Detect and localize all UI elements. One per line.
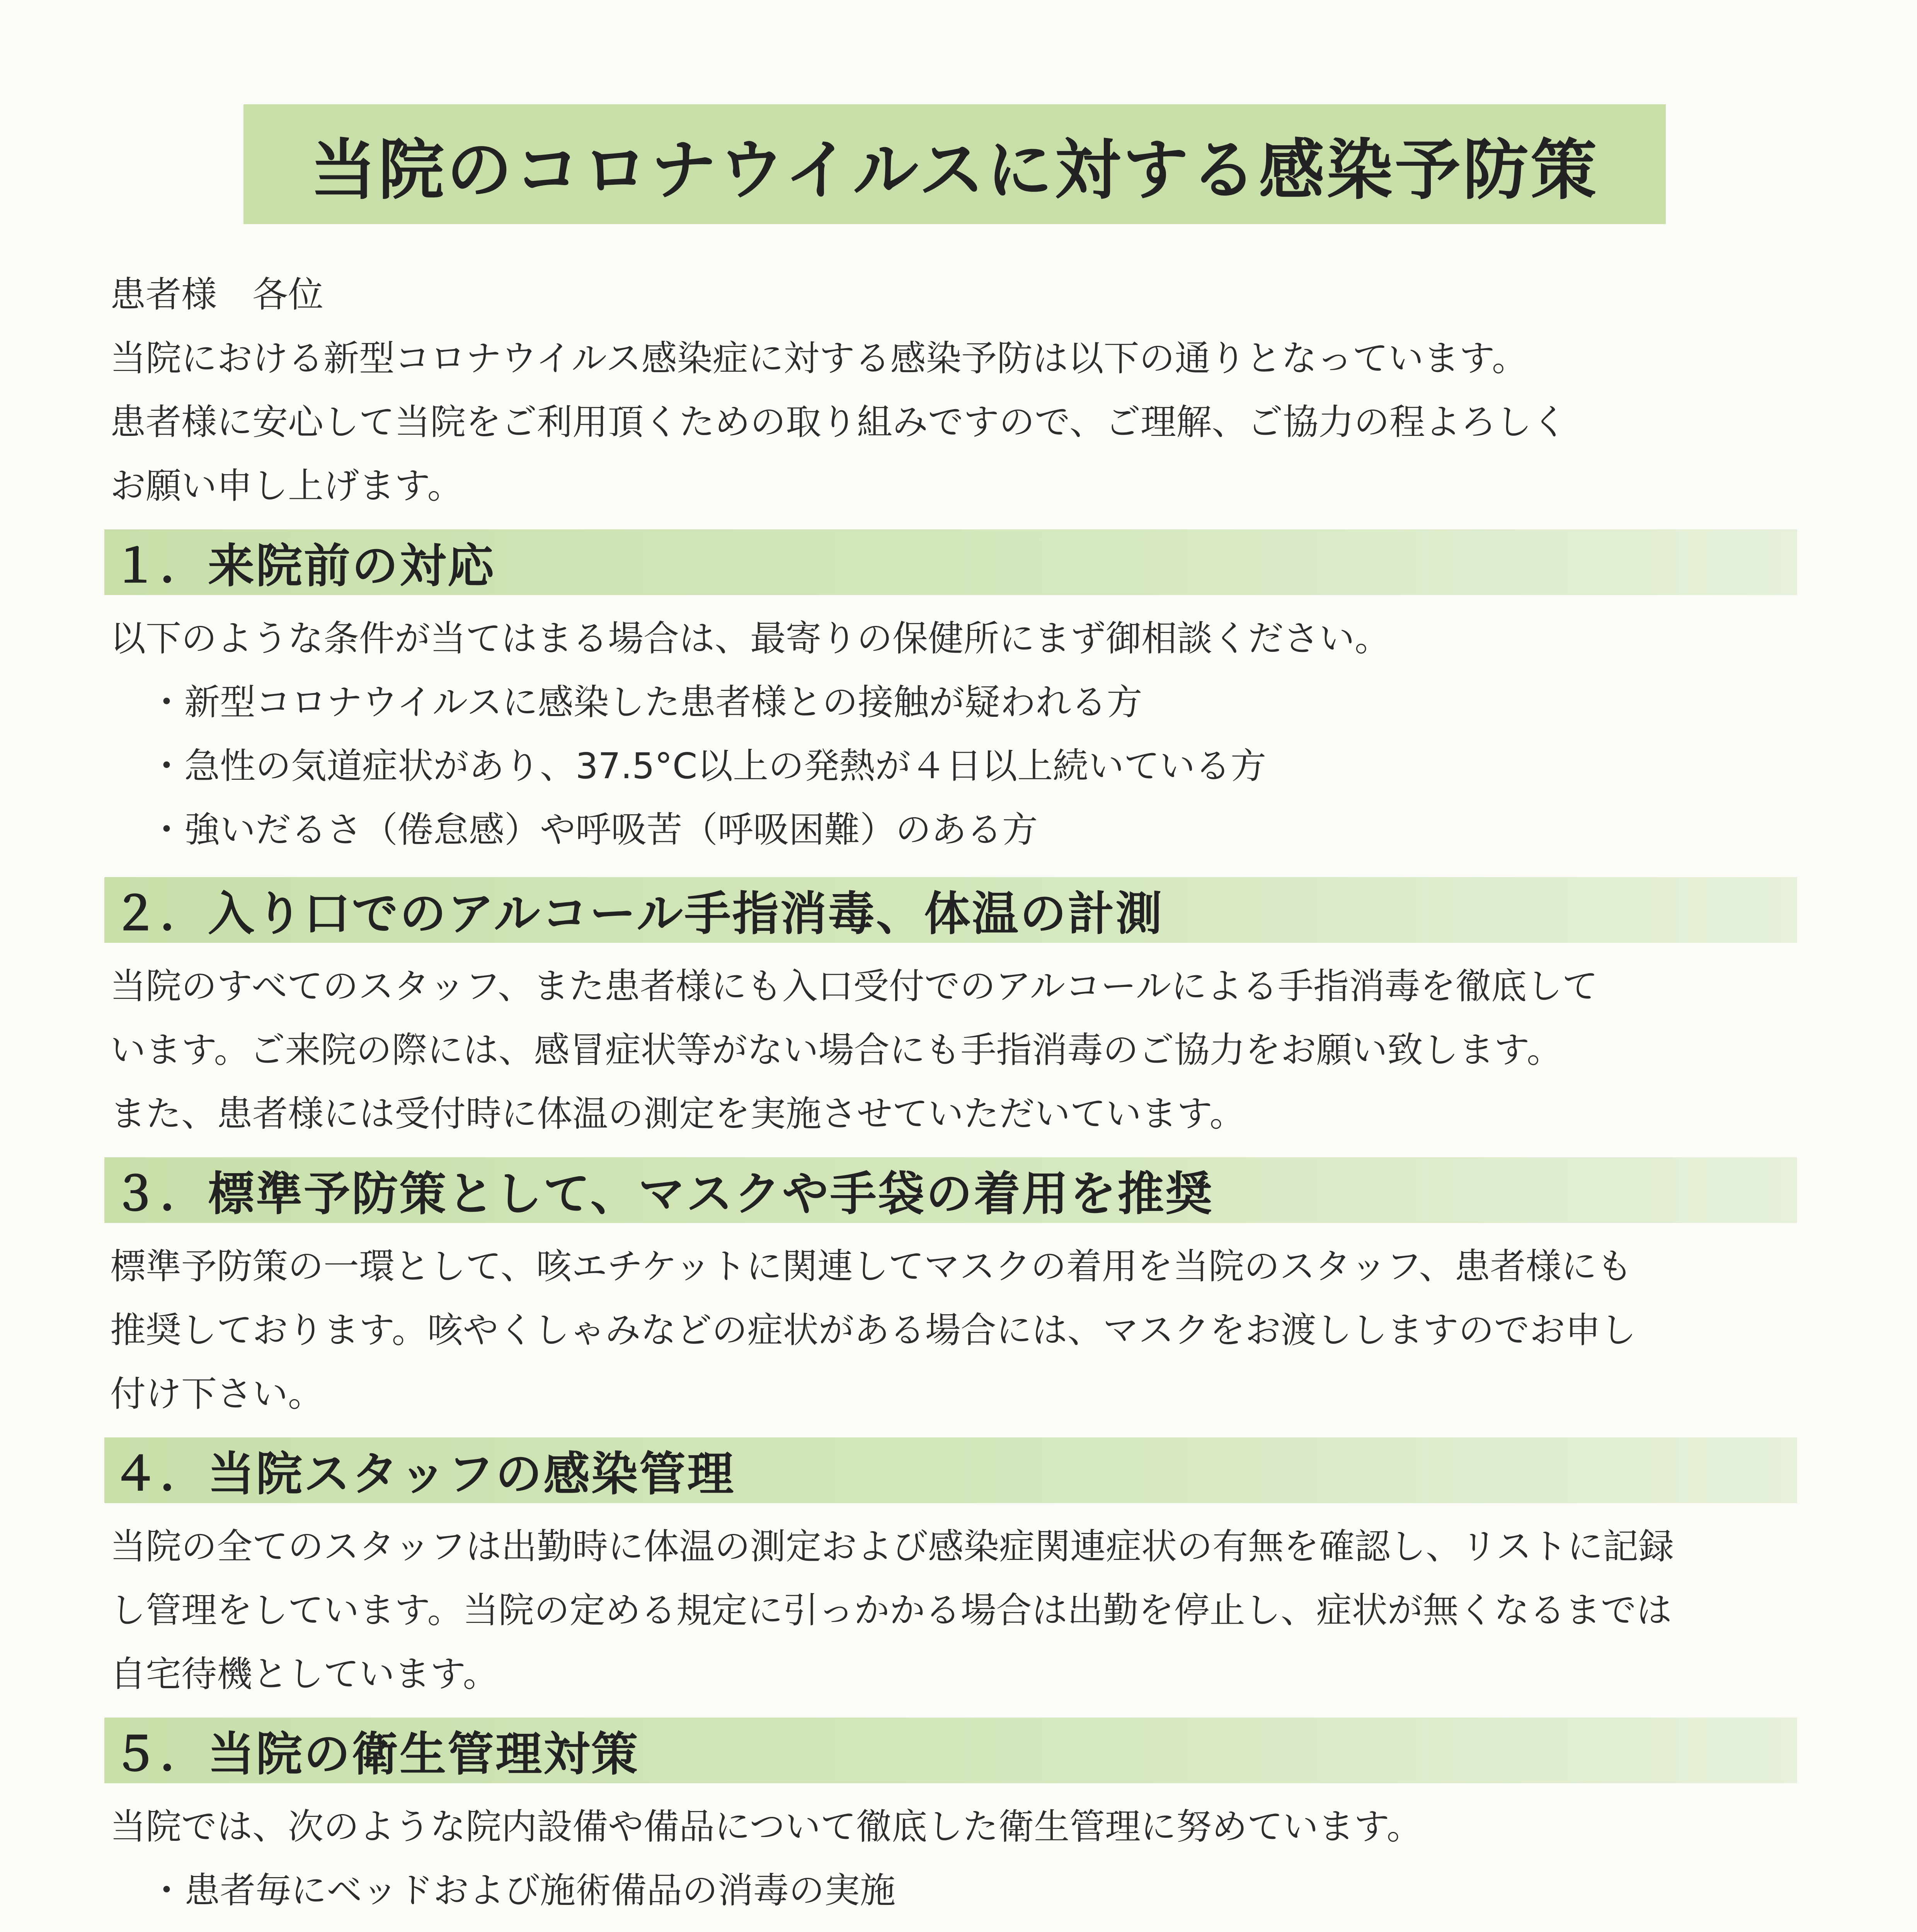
section-5-line: 当院では、次のような院内設備や備品について徹底した衛生管理に努めています。: [110, 1806, 1422, 1847]
section-1-line: 以下のような条件が当てはまる場合は、最寄りの保健所にまず御相談ください。: [110, 618, 1391, 659]
section-4-line: し管理をしています。当院の定める規定に引っかかる場合は出勤を停止し、症状が無くなるまでは: [110, 1590, 1672, 1631]
section-3-line: 付け下さい。: [110, 1373, 324, 1415]
section-2-line: また、患者様には受付時に体温の測定を実施させていただいています。: [110, 1093, 1245, 1134]
intro-line: 患者様に安心して当院をご利用頂くための取り組みですので、ご理解、ご協力の程よろしく: [110, 401, 1568, 443]
section-5-heading-bar: [104, 1718, 1797, 1783]
section-4-body: [110, 1515, 1811, 1706]
intro-block: [110, 263, 1811, 518]
section-3-body: [110, 1235, 1811, 1426]
section-3-line: 推奨しております。咳やくしゃみなどの症状がある場合には、マスクをお渡ししますのでお申し: [110, 1310, 1636, 1351]
section-1-bullet: ・急性の気道症状があり、37.5°C以上の発熱が４日以上続いている方: [149, 745, 1267, 787]
section-5-bullet: ・患者毎にベッドおよび施術備品の消毒の実施: [149, 1870, 896, 1911]
intro-line: 当院における新型コロナウイルス感染症に対する感染予防は以下の通りとなっています。: [110, 338, 1528, 379]
section-1-heading-bar: [104, 529, 1797, 595]
section-4-heading: ４．当院スタッフの感染管理: [112, 1447, 735, 1501]
section-1-bullet: ・強いだるさ（倦怠感）や呼吸苦（呼吸困難）のある方: [149, 809, 1038, 850]
section-2-heading: ２．入り口でのアルコール手指消毒、体温の計測: [112, 887, 1164, 941]
section-5-body: [110, 1795, 1811, 1932]
section-1-bullet: ・新型コロナウイルスに感染した患者様との接触が疑われる方: [149, 682, 1142, 723]
title-banner: [243, 104, 1666, 224]
section-3-heading-bar: [104, 1157, 1797, 1223]
section-4-heading-bar: [104, 1437, 1797, 1503]
intro-line: お願い申し上げます。: [110, 465, 463, 507]
section-2-body: [110, 954, 1811, 1146]
salutation: 患者様 各位: [110, 274, 324, 315]
section-1-heading: １．来院前の対応: [112, 539, 495, 593]
section-4-line: 当院の全てのスタッフは出勤時に体温の測定および感染症関連症状の有無を確認し、リストに記録: [110, 1526, 1674, 1567]
page-title: 当院のコロナウイルスに対する感染予防策: [310, 132, 1599, 209]
section-2-line: 当院のすべてのスタッフ、また患者様にも入口受付でのアルコールによる手指消毒を徹底して: [110, 966, 1598, 1007]
section-2-heading-bar: [104, 877, 1797, 943]
section-1-body: [110, 607, 1811, 862]
section-4-line: 自宅待機としています。: [110, 1653, 499, 1695]
section-3-line: 標準予防策の一環として、咳エチケットに関連してマスクの着用を当院のスタッフ、患者様にも: [110, 1246, 1633, 1287]
section-5-heading: ５．当院の衛生管理対策: [112, 1728, 639, 1781]
section-2-line: います。ご来院の際には、感冒症状等がない場合にも手指消毒のご協力をお願い致します。: [110, 1029, 1563, 1071]
section-5-bullet: [110, 1922, 1811, 1932]
section-3-heading: ３．標準予防策として、マスクや手袋の着用を推奨: [112, 1167, 1214, 1221]
